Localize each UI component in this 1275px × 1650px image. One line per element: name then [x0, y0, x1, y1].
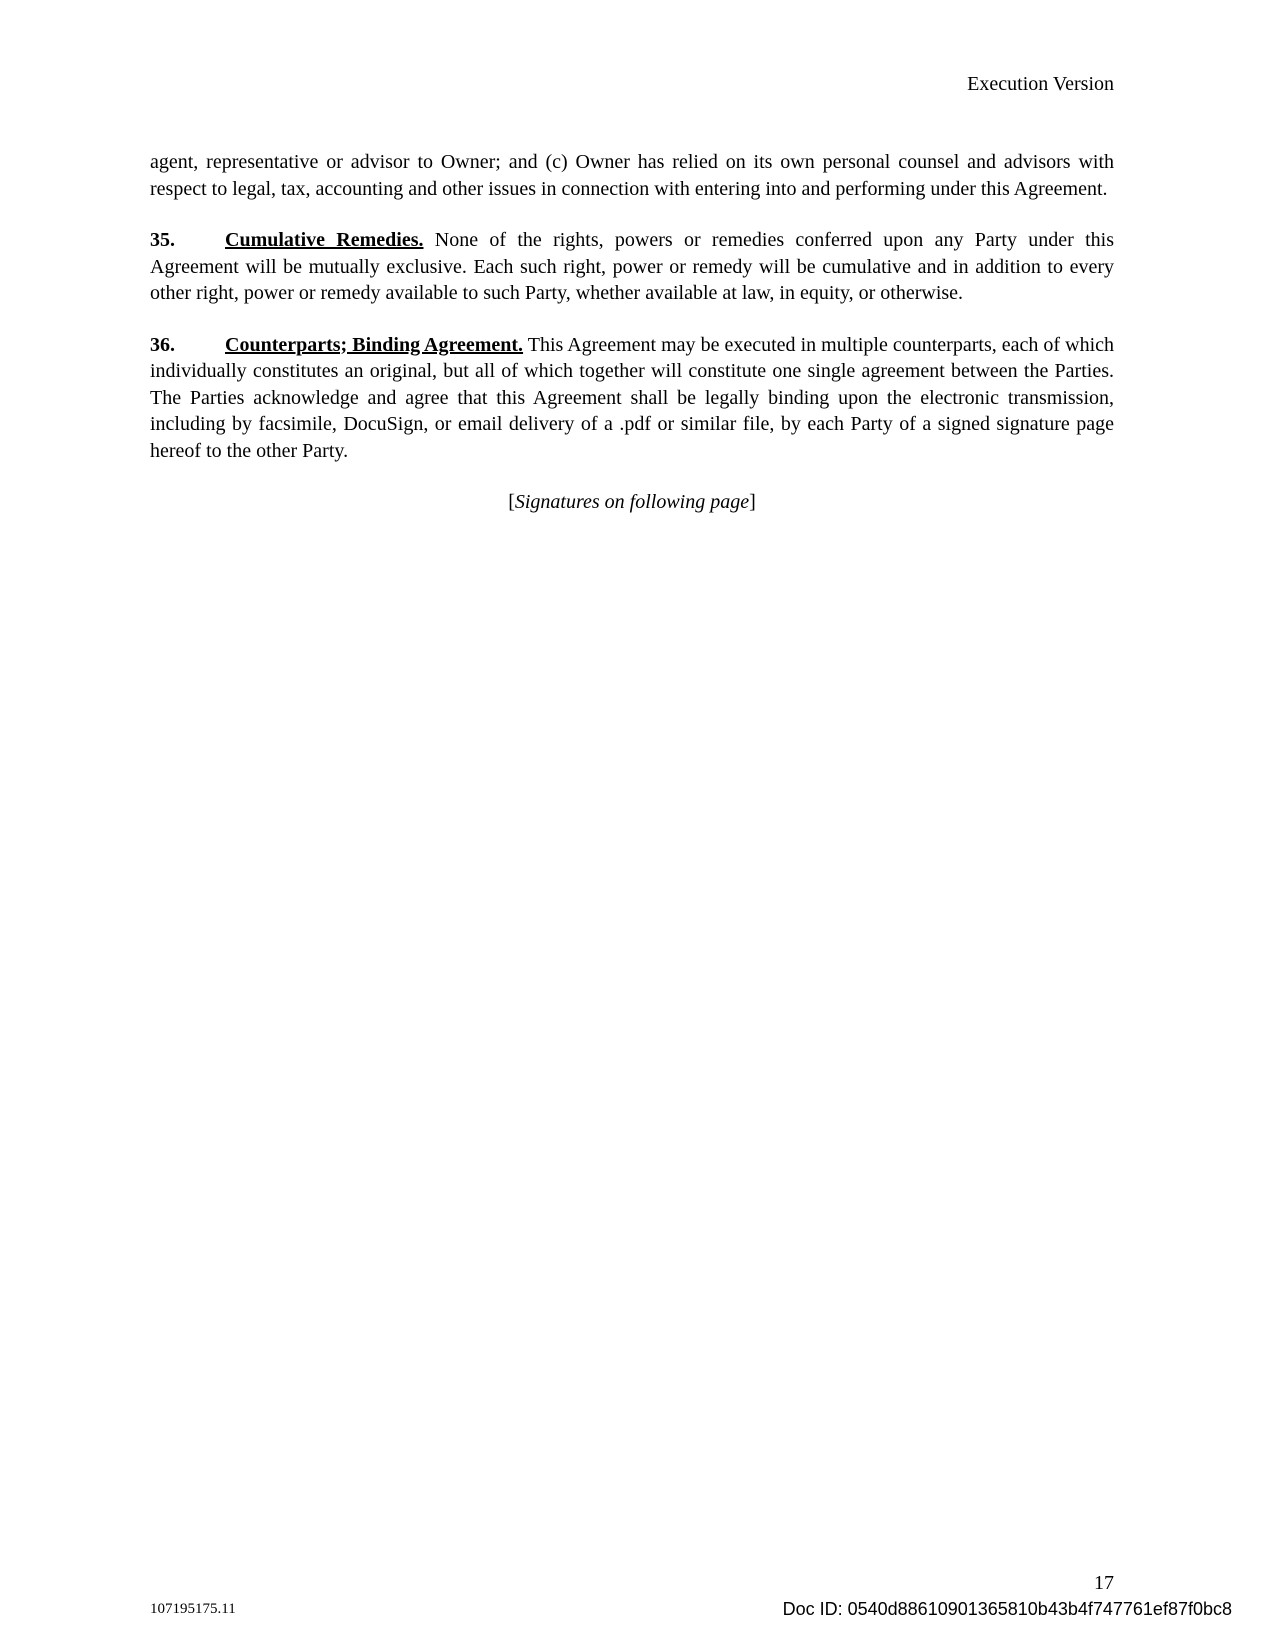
intro-paragraph: agent, representative or advisor to Owner; and (c) Owner has relied on its own personal counsel and advisors with respect to legal, tax, accounting and other issues in connection with entering into and performing under this Agreement. [150, 151, 1114, 200]
execution-version-label: Execution Version [967, 73, 1114, 95]
section-36-title: Counterparts; Binding Agreement. [225, 333, 524, 356]
signature-note-open-bracket: [ [508, 491, 515, 513]
section-36 [150, 332, 1114, 465]
page-number: 17 [1094, 1572, 1114, 1594]
section-36-number: 36. [150, 333, 175, 356]
section-35-title: Cumulative Remedies. [225, 229, 424, 251]
document-number: 107195175.11 [150, 1601, 236, 1617]
signature-note-close-bracket: ] [749, 491, 756, 513]
signature-page-note [150, 489, 1114, 516]
document-body [150, 149, 1114, 541]
section-35-text: None of the rights, powers or remedies conferred upon any Party under this Agreement will be mutually exclusive. Each such right, power or remedy will be cumulative and in addition to every other right, power or remedy available to such Party, whether available at law, in equity, or otherwise. [150, 229, 1114, 304]
section-36-text: This Agreement may be executed in multiple counterparts, each of which individually constitutes an original, but all of which together will constitute one single agreement between the Parties. The Parties acknowledge and agree that this Agreement shall be legally binding upon the electronic transmission, including by facsimile, DocuSign, or email delivery of a .pdf or similar file, by each Party of a signed signature page hereof to the other Party. [150, 333, 1115, 462]
signature-note-text: Signatures on following page [514, 491, 750, 513]
section-35-number: 35. [150, 229, 175, 251]
docusign-doc-id: Doc ID: 0540d88610901365810b43b4f747761ef87f0bc8 [782, 1599, 1232, 1619]
section-35 [150, 227, 1114, 307]
